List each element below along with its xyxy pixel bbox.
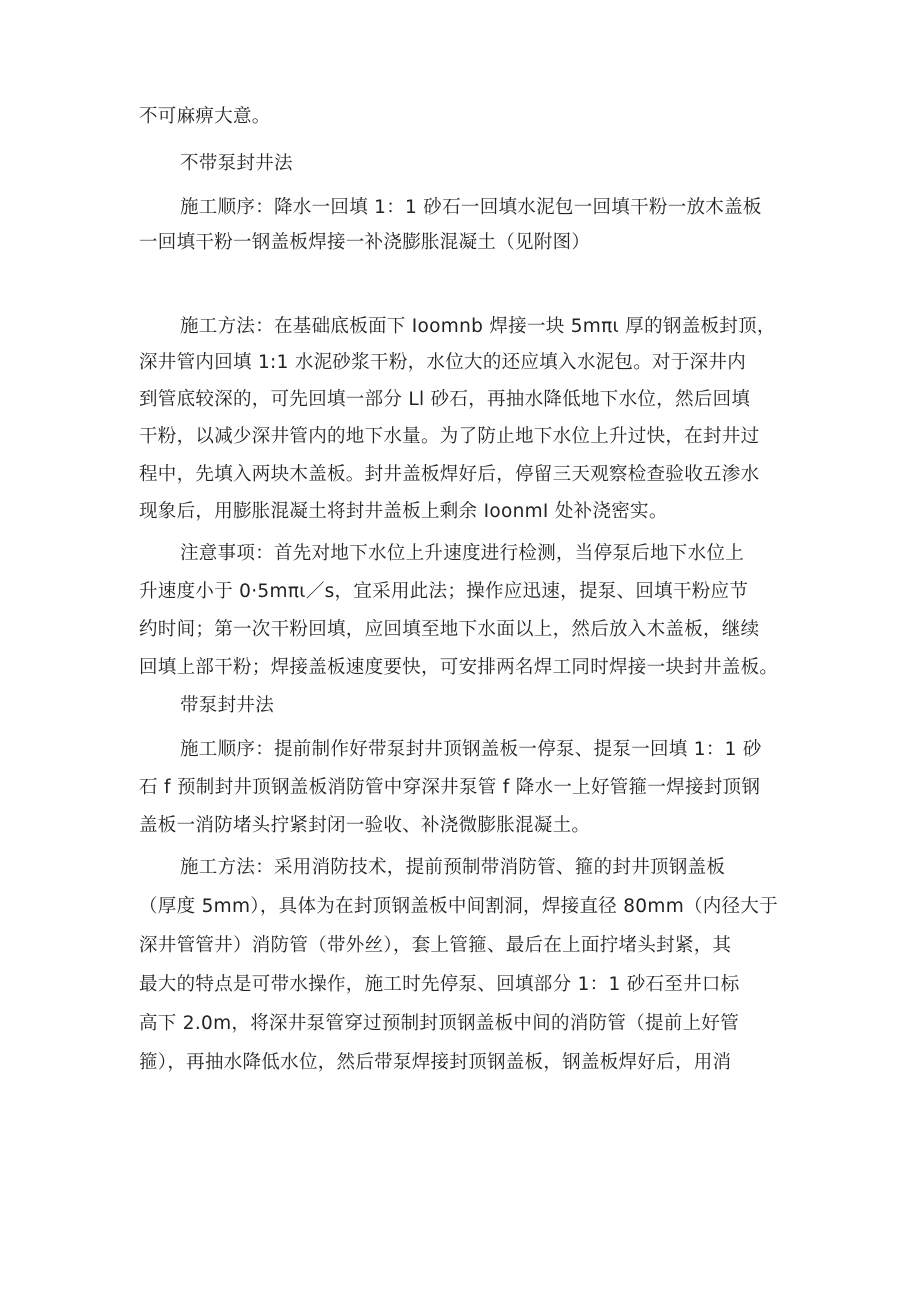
text-line: 约时间；第一次干粉回填，应回填至地下水面以上，然后放入木盖板，继续	[139, 619, 760, 640]
text-line: （厚度 5mm），具体为在封顶钢盖板中间割洞，焊接直径 80mm（内径大于	[139, 896, 779, 917]
text-line: 施工顺序：降水一回填 1：1 砂石一回填水泥包一回填干粉一放木盖板	[180, 197, 762, 218]
text-line: 深井管管井）消防管（带外丝），套上管箍、最后在上面拧堵头封紧，其	[139, 935, 732, 956]
text-line: 升速度小于 0·5mπι／s，宜采用此法；操作应迅速，提泵、回填干粉应节	[139, 581, 749, 602]
text-line: 到管底较深的，可先回填一部分 Ll 砂石，再抽水降低地下水位，然后回填	[139, 389, 751, 410]
text-line: 干粉，以减少深井管内的地下水量。为了防止地下水位上升过快，在封井过	[139, 426, 760, 447]
section-heading-with-pump: 带泵封井法	[180, 695, 275, 716]
text-line: 最大的特点是可带水操作，施工时先停泵、回填部分 1：1 砂石至井口标	[139, 974, 740, 995]
text-line: 程中，先填入两块木盖板。封井盖板焊好后，停留三天观察检查验收五渗水	[139, 464, 760, 485]
text-line: 盖板一消防堵头拧紧封闭一验收、补浇微膨胀混凝土。	[139, 815, 591, 836]
text-line: 回填上部干粉；焊接盖板速度要快，可安排两名焊工同时焊接一块封井盖板。	[139, 657, 779, 678]
text-line: 深井管内回填 1:1 水泥砂浆干粉，水位大的还应填入水泥包。对于深井内	[139, 352, 747, 373]
text-line: 不可麻痹大意。	[139, 106, 271, 127]
section-heading-no-pump: 不带泵封井法	[180, 153, 293, 174]
text-line: 施工方法：在基础底板面下 Ioomnb 焊接一块 5mπι 厚的钢盖板封顶，	[180, 316, 776, 337]
text-line: 高下 2.0m，将深井泵管穿过预制封顶钢盖板中间的消防管（提前上好管	[139, 1013, 740, 1034]
text-line: 注意事项：首先对地下水位上升速度进行检测，当停泵后地下水位上	[180, 543, 745, 564]
text-line: 施工方法：采用消防技术，提前预制带消防管、箍的封井顶钢盖板	[180, 857, 726, 878]
text-line: 施工顺序：提前制作好带泵封井顶钢盖板一停泵、提泵一回填 1：1 砂	[180, 739, 762, 760]
text-line: 箍），再抽水降低水位，然后带泵焊接封顶钢盖板，钢盖板焊好后，用消	[139, 1052, 732, 1073]
text-line: 一回填干粉一钢盖板焊接一补浇膨胀混凝土（见附图）	[139, 232, 591, 253]
text-line: 石 f 预制封井顶钢盖板消防管中穿深井泵管 f 降水一上好管箍一焊接封顶钢	[139, 777, 761, 798]
text-line: 现象后，用膨胀混凝土将封井盖板上剩余 IoonmI 处补浇密实。	[139, 501, 668, 522]
